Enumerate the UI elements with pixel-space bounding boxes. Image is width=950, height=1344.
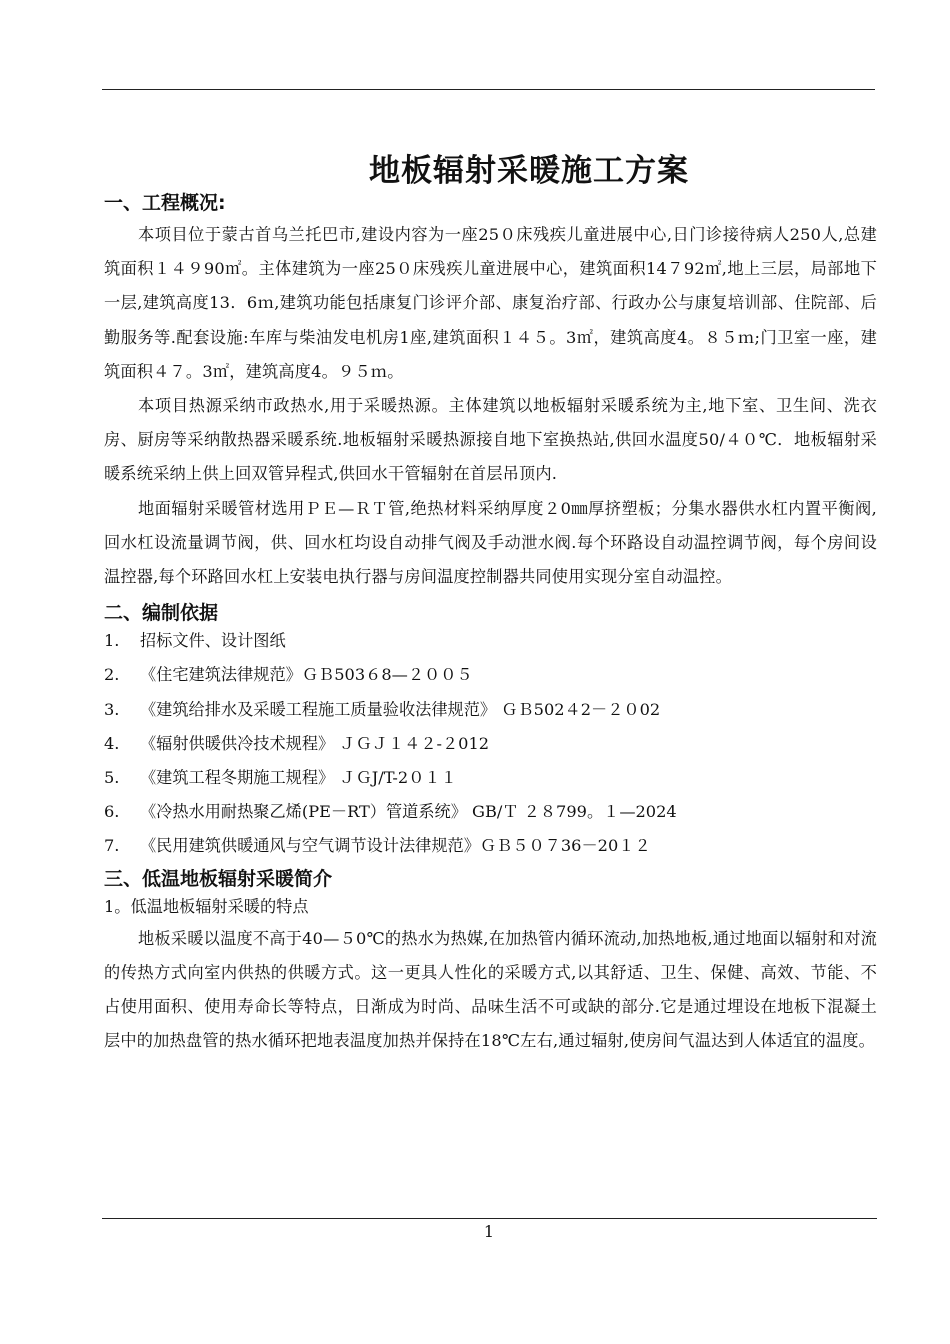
section-heading-basis: 二、编制依据 — [104, 602, 219, 625]
document-title: 地板辐射采暖施工方案 — [369, 152, 689, 189]
overview-paragraph: 本项目位于蒙古首乌兰托巴市,建设内容为一座25０床残疾儿童进展中心,日门诊接待病人250人,总建筑面积１４９90㎡。主体建筑为一座25０床残疾儿童进展中心，建筑面积14７92㎡,地上三层，局部地下一层,建筑高度13．6ｍ,建筑功能包括康复门诊评介部、康复治疗部、行政办公与康复培训部、住院部、后勤服务等.配套设施:车库与柴油发电机房1座,建筑面积１４５。3㎡，建筑高度4。８５ｍ;门卫室一座，建筑面积４７。3㎡，建筑高度4。９５ｍ。 — [104, 225, 877, 381]
list-item-text: 《建筑给排水及采暖工程施工质量验收法律规范》 ＧＢ502４2－２０02 — [140, 699, 661, 719]
list-item-number: 1. — [104, 631, 120, 651]
footer-rule — [102, 1218, 877, 1219]
list-item-number: 3. — [104, 699, 120, 719]
overview-paragraph: 本项目热源采纳市政热水,用于采暖热源。主体建筑以地板辐射采暖系统为主,地下室、卫生间、洗衣房、厨房等采纳散热器采暖系统.地板辐射采暖热源接自地下室换热站,供回水温度50/４０℃．地板辐射采暖系统采纳上供上回双管异程式,供回水干管辐射在首层吊顶内. — [104, 396, 877, 484]
list-item — [104, 829, 877, 863]
list-item-text: 《住宅建筑法律规范》ＧＢ503６8—２００５ — [140, 665, 473, 685]
list-item — [104, 761, 877, 795]
list-item-text: 《辐射供暖供冷技术规程》 ＪＧＪ１４２-２012 — [140, 733, 490, 753]
list-item-number: 4. — [104, 733, 120, 753]
intro-paragraph: 地板采暖以温度不高于40—５0℃的热水为热媒,在加热管内循环流动,加热地板,通过地面以辐射和对流的传热方式向室内供热的供暖方式。这一更具人性化的采暖方式,以其舒适、卫生、保健、高效、节能、不占使用面积、使用寿命长等特点，日渐成为时尚、品味生活不可或缺的部分.它是通过埋设在地板下混凝土层中的加热盘管的热水循环把地表温度加热并保持在18℃左右,通过辐射,使房间气温达到人体适宜的温度。 — [104, 928, 877, 1051]
page-number: 1 — [483, 1222, 495, 1241]
document-body — [104, 188, 877, 1058]
section-heading-overview: 一、工程概况: — [104, 192, 226, 214]
list-item — [104, 727, 877, 761]
list-item-text: 《民用建筑供暖通风与空气调节设计法律规范》ＧＢ５０７36－20１２ — [140, 836, 651, 856]
list-item-number: 6. — [104, 802, 120, 822]
subsection-heading: 1。低温地板辐射采暖的特点 — [104, 896, 309, 916]
section-heading-intro: 三、低温地板辐射采暖简介 — [104, 867, 333, 890]
list-item — [104, 624, 877, 658]
list-item-number: 2. — [104, 665, 120, 685]
list-item-text: 《建筑工程冬期施工规程》 ＪＧJ/T-2０１１ — [140, 768, 457, 788]
basis-list — [104, 624, 877, 863]
list-item-number: 5. — [104, 768, 120, 788]
overview-paragraph: 地面辐射采暖管材选用ＰＥ—ＲＴ管,绝热材料采纳厚度２0㎜厚挤塑板；分集水器供水杠内置平衡阀,回水杠设流量调节阀，供、回水杠均设自动排气阀及手动泄水阀.每个环路设自动温控调节阀，每个房间设温控器,每个环路回水杠上安装电执行器与房间温度控制器共同使用实现分室自动温控。 — [104, 498, 877, 587]
header-rule — [102, 89, 875, 90]
list-item — [104, 658, 877, 692]
list-item — [104, 795, 877, 829]
list-item-text: 招标文件、设计图纸 — [140, 631, 286, 651]
list-item-number: 7. — [104, 836, 120, 856]
list-item-text: 《冷热水用耐热聚乙烯(PE－RT）管道系统》 GB/Ｔ ２８799。１—2024 — [140, 802, 677, 822]
list-item — [104, 693, 877, 727]
